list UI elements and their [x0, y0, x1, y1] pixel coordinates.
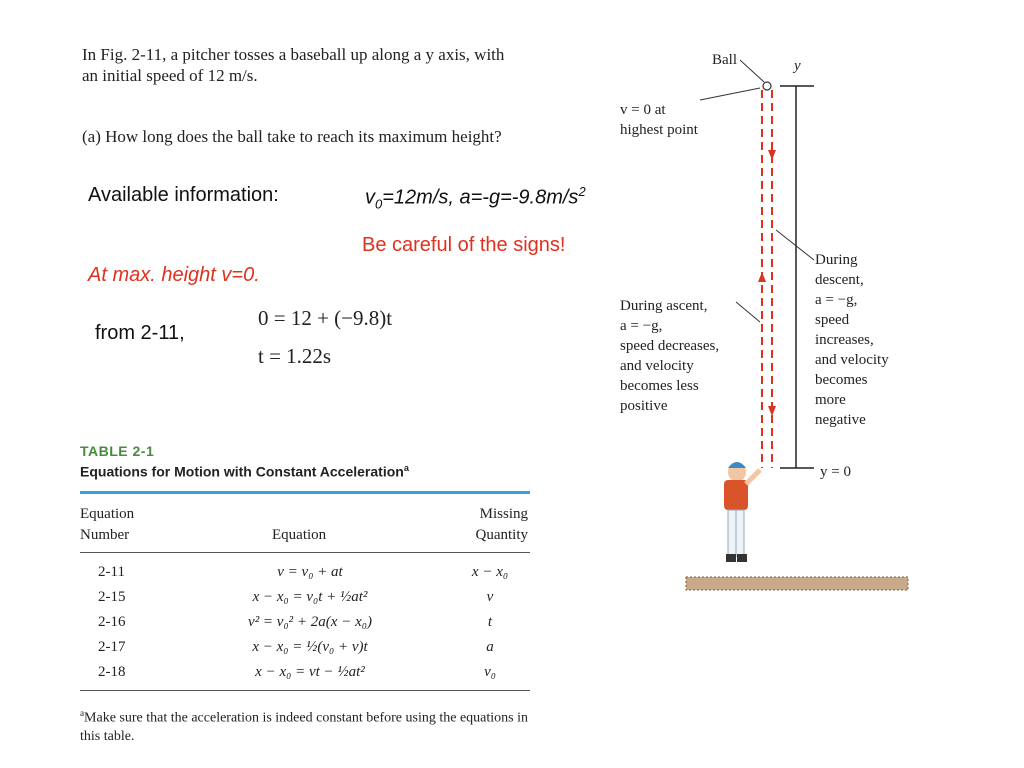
table-header-rule: [80, 552, 530, 553]
ascent-line: becomes less: [620, 378, 699, 394]
given-values: =12m/s, a=-g=-9.8m/s: [382, 186, 579, 209]
ascent-line: positive: [620, 398, 668, 414]
highest-point-line-2: highest point: [620, 122, 698, 138]
table-row-num: 2-15: [98, 589, 126, 605]
table-row-miss: v: [486, 589, 494, 605]
available-info-values: [365, 184, 586, 212]
table-row-miss: a: [486, 639, 494, 655]
highest-point-line-1: v = 0 at: [620, 102, 666, 118]
ascent-line: a = −g,: [620, 318, 663, 334]
ground: [686, 577, 908, 590]
available-info-label: Available information:: [88, 184, 279, 206]
table-row-eq: x − x₀ = v₀t + ½at²: [252, 589, 368, 605]
table-subtitle-mark: a: [403, 463, 409, 473]
table-row-eq: x − x₀ = vt − ½at²: [255, 664, 365, 680]
y-axis-label: y: [794, 58, 801, 74]
header-equation: Equation: [272, 527, 327, 543]
descent-arrow-icon: [768, 406, 776, 416]
table-subtitle-text: Equations for Motion with Constant Acceleration: [80, 463, 404, 480]
problem-line-1: In Fig. 2-11, a pitcher tosses a baseball up along a y axis, with: [82, 45, 505, 64]
descent-line: speed: [815, 312, 850, 328]
max-height-note: At max. height v=0.: [88, 264, 260, 286]
ascent-arrow-icon: [758, 272, 766, 282]
table-title: TABLE 2-1: [80, 443, 155, 459]
problem-statement: [82, 44, 602, 86]
table-row-eq: v = v₀ + at: [277, 564, 343, 580]
descent-line: increases,: [815, 332, 874, 348]
header-number-line-2: Number: [80, 527, 130, 543]
from-equation-label: from 2-11,: [95, 322, 185, 344]
equation-line-1: 0 = 12 + (−9.8)t: [258, 306, 393, 330]
problem-line-2: an initial speed of 12 m/s.: [82, 66, 258, 85]
ball-leader: [740, 60, 764, 82]
footnote-mark: a: [80, 708, 85, 718]
top-leader: [700, 88, 760, 100]
descent-line: During: [815, 252, 858, 268]
table-row-num: 2-17: [98, 639, 126, 655]
header-missing-line-2: Quantity: [475, 527, 528, 543]
ball-label: Ball: [712, 52, 737, 68]
table-row-miss: v₀: [484, 664, 496, 680]
table-footnote: [80, 704, 540, 746]
table-top-rule: [80, 491, 530, 494]
table-row-eq: v² = v₀² + 2a(x − x₀): [248, 614, 372, 630]
footnote-text: Make sure that the acceleration is indeed constant before using the equations in this table.: [80, 710, 529, 744]
pitcher-figure-icon: [724, 462, 760, 562]
descent-line: becomes: [815, 372, 868, 388]
descent-line: and velocity: [815, 352, 889, 368]
descent-leader: [776, 230, 814, 260]
ascent-line: and velocity: [620, 358, 694, 374]
ascent-leader: [736, 302, 760, 322]
question-a: (a) How long does the ball take to reach its maximum height?: [82, 127, 502, 146]
header-missing-line-1: Missing: [479, 506, 528, 522]
ball-icon: [763, 82, 771, 90]
equation-line-2: t = 1.22s: [258, 344, 332, 368]
descent-line: descent,: [815, 272, 864, 288]
units-exponent: 2: [578, 184, 586, 199]
descent-line: more: [815, 392, 846, 408]
descent-arrow-icon: [768, 150, 776, 160]
table-subtitle: [80, 463, 409, 480]
ascent-line: speed decreases,: [620, 338, 720, 354]
ascent-label: [620, 296, 719, 416]
y-zero-label: y = 0: [820, 464, 851, 480]
header-missing-quantity: [462, 504, 528, 546]
table-bottom-rule: [80, 690, 530, 691]
table-row-miss: x − x₀: [471, 564, 509, 580]
v0-subscript: 0: [375, 196, 383, 212]
highest-point-label: [620, 100, 698, 140]
ascent-line: During ascent,: [620, 298, 708, 314]
v0-symbol: v: [365, 186, 375, 209]
table-row-num: 2-18: [98, 664, 126, 680]
descent-line: negative: [815, 412, 866, 428]
table-row-num: 2-11: [98, 564, 125, 580]
table-row-miss: t: [487, 614, 493, 630]
header-number-line-1: Equation: [80, 506, 135, 522]
careful-note: Be careful of the signs!: [362, 234, 566, 256]
descent-line: a = −g,: [815, 292, 858, 308]
descent-label: [815, 250, 889, 430]
table-row-num: 2-16: [98, 614, 126, 630]
header-equation-number: [80, 504, 134, 546]
table-row-eq: x − x₀ = ½(v₀ + v)t: [252, 639, 368, 655]
